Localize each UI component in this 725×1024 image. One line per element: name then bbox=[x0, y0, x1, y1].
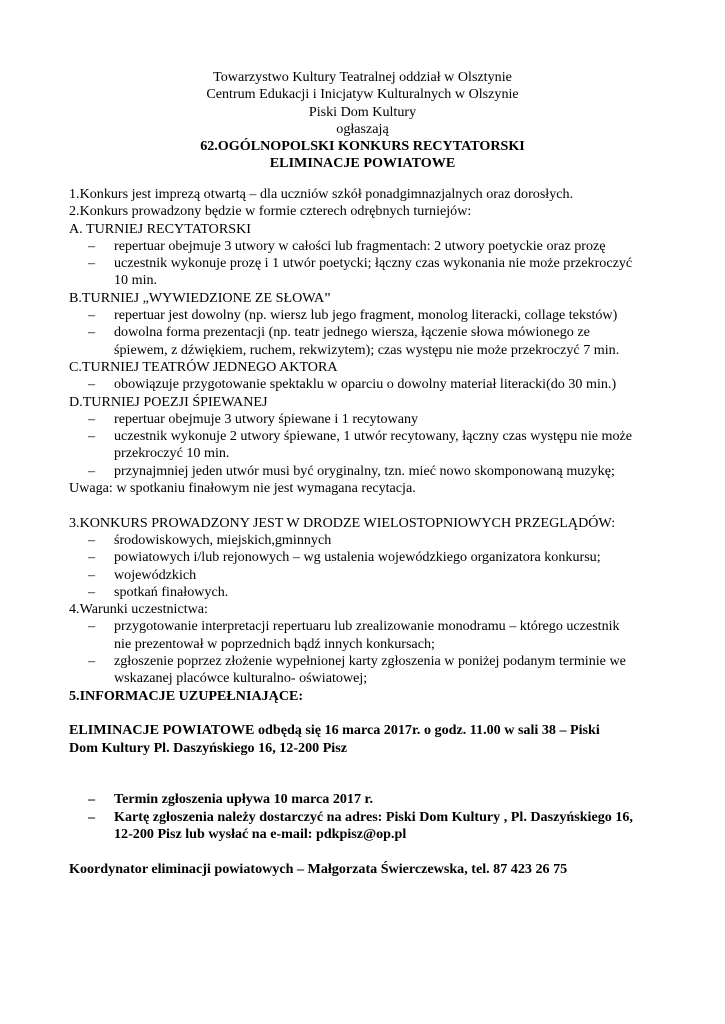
spacer bbox=[69, 705, 669, 722]
section-a-item-2 bbox=[69, 255, 669, 290]
section-a-item-1-text: repertuar obejmuje 3 utwory w całości lub fragmentach: 2 utwory poetyckie oraz prozę bbox=[114, 237, 606, 254]
point-4-item-2-line-2: wskazanej placówce kulturalno- oświatowej; bbox=[114, 670, 368, 687]
document-header bbox=[0, 69, 725, 173]
point-3-item-2-text: powiatowych i/lub rejonowych – wg ustalenia wojewódzkiego organizatora konkursu; bbox=[114, 549, 601, 566]
point-4-item-1-line-1: – przygotowanie interpretacji repertuaru lub zrealizowanie monodramu – którego uczestnik bbox=[114, 618, 620, 635]
announce-text: ogłaszają bbox=[336, 120, 389, 137]
section-b-item-2-line-1: – dowolna forma prezentacji (np. teatr jednego wiersza, łączenie słowa mówionego ze bbox=[114, 324, 590, 341]
coordinator: Koordynator eliminacji powiatowych – Małgorzata Świerczewska, tel. 87 423 26 75 bbox=[69, 860, 568, 877]
section-d-item-3 bbox=[69, 463, 669, 480]
section-c-title: C.TURNIEJ TEATRÓW JEDNEGO AKTORA bbox=[69, 358, 338, 375]
note: Uwaga: w spotkaniu finałowym nie jest wymagana recytacja. bbox=[69, 480, 416, 497]
section-b-item-2-line-2: śpiewem, z dźwiękiem, ruchem, rekwizytem); czas występu nie może przekroczyć 7 min. bbox=[114, 341, 620, 358]
section-b-item-2 bbox=[69, 324, 669, 359]
event-line-2: Dom Kultury Pl. Daszyńskiego 16, 12-200 Pisz bbox=[69, 739, 347, 756]
section-d-title: D.TURNIEJ POEZJI ŚPIEWANEJ bbox=[69, 393, 268, 410]
point-4-item-2 bbox=[69, 653, 669, 688]
document-body bbox=[69, 186, 669, 878]
organizer-2: Centrum Edukacji i Inicjatyw Kulturalnych w Olszynie bbox=[206, 86, 519, 103]
spacer bbox=[69, 843, 669, 860]
point-2: 2.Konkurs prowadzony będzie w formie czterech odrębnych turniejów: bbox=[69, 203, 472, 220]
point-3-item-1-text: środowiskowych, miejskich,gminnych bbox=[114, 531, 332, 548]
deadline-text: Termin zgłoszenia upływa 10 marca 2017 r. bbox=[114, 791, 374, 808]
section-d-item-2-line-1: – uczestnik wykonuje 2 utwory śpiewane, 1 utwór recytowany, łączny czas występu nie może bbox=[114, 428, 633, 445]
point-3-item-2 bbox=[69, 549, 669, 566]
point-3-item-3 bbox=[69, 567, 669, 584]
card-line-2: 12-200 Pisz lub wysłać na e-mail: pdkpisz@op.pl bbox=[114, 825, 407, 842]
document-subtitle: ELIMINACJE POWIATOWE bbox=[269, 155, 456, 172]
point-3-item-3-text: wojewódzkich bbox=[114, 566, 197, 583]
card-line-1: – Kartę zgłoszenia należy dostarczyć na adres: Piski Dom Kultury , Pl. Daszyńskiego 16, bbox=[114, 808, 633, 825]
event-line-1: ELIMINACJE POWIATOWE odbędą się 16 marca 2017r. o godz. 11.00 w sali 38 – Piski bbox=[69, 722, 600, 739]
point-4-item-2-line-1: – zgłoszenie poprzez złożenie wypełnionej karty zgłoszenia w poniżej podanym terminie we bbox=[114, 653, 626, 670]
document-title: 62.OGÓLNOPOLSKI KONKURS RECYTATORSKI bbox=[200, 138, 525, 155]
point-4-item-1-line-2: nie prezentował w poprzednich bądź innych konkursach; bbox=[114, 635, 435, 652]
spacer bbox=[69, 757, 669, 774]
point-4-item-1 bbox=[69, 618, 669, 653]
organizer-1: Towarzystwo Kultury Teatralnej oddział w Olsztynie bbox=[213, 69, 512, 85]
section-d-item-2-line-2: przekroczyć 10 min. bbox=[114, 445, 230, 462]
section-d-item-3-text: przynajmniej jeden utwór musi być oryginalny, tzn. mieć nowo skomponowaną muzykę; bbox=[114, 462, 615, 479]
point-3-item-4 bbox=[69, 584, 669, 601]
section-a-item-2-line-1: – uczestnik wykonuje prozę i 1 utwór poetycki; łączny czas wykonania nie może przekroczyć bbox=[114, 255, 633, 272]
section-a-item-1 bbox=[69, 238, 669, 255]
section-d-item-2 bbox=[69, 428, 669, 463]
point-3: 3.KONKURS PROWADZONY JEST W DRODZE WIELOSTOPNIOWYCH PRZEGLĄDÓW: bbox=[69, 514, 616, 531]
section-b-item-1 bbox=[69, 307, 669, 324]
section-d-item-1-text: repertuar obejmuje 3 utwory śpiewane i 1 recytowany bbox=[114, 410, 419, 427]
section-c-item-1-text: obowiązuje przygotowanie spektaklu w oparciu o dowolny materiał literacki(do 30 min.) bbox=[114, 376, 617, 393]
section-d-item-1 bbox=[69, 411, 669, 428]
section-a-item-2-line-2: 10 min. bbox=[114, 272, 158, 289]
section-c-item-1 bbox=[69, 376, 669, 393]
point-1: 1.Konkurs jest imprezą otwartą – dla uczniów szkół ponadgimnazjalnych oraz dorosłych. bbox=[69, 186, 574, 202]
section-b-item-1-text: repertuar jest dowolny (np. wiersz lub jego fragment, monolog literacki, collage tekstów) bbox=[114, 307, 618, 324]
organizer-3: Piski Dom Kultury bbox=[308, 103, 417, 120]
point-4: 4.Warunki uczestnictwa: bbox=[69, 601, 208, 618]
section-b-title: B.TURNIEJ „WYWIEDZIONE ZE SŁOWA” bbox=[69, 289, 331, 306]
point-5: 5.INFORMACJE UZUPEŁNIAJĄCE: bbox=[69, 687, 304, 704]
deadline-item bbox=[69, 791, 669, 808]
spacer bbox=[69, 497, 669, 514]
card-item bbox=[69, 809, 669, 844]
spacer bbox=[69, 774, 669, 791]
point-3-item-4-text: spotkań finałowych. bbox=[114, 583, 229, 600]
point-3-item-1 bbox=[69, 532, 669, 549]
section-a-title: A. TURNIEJ RECYTATORSKI bbox=[69, 220, 251, 237]
